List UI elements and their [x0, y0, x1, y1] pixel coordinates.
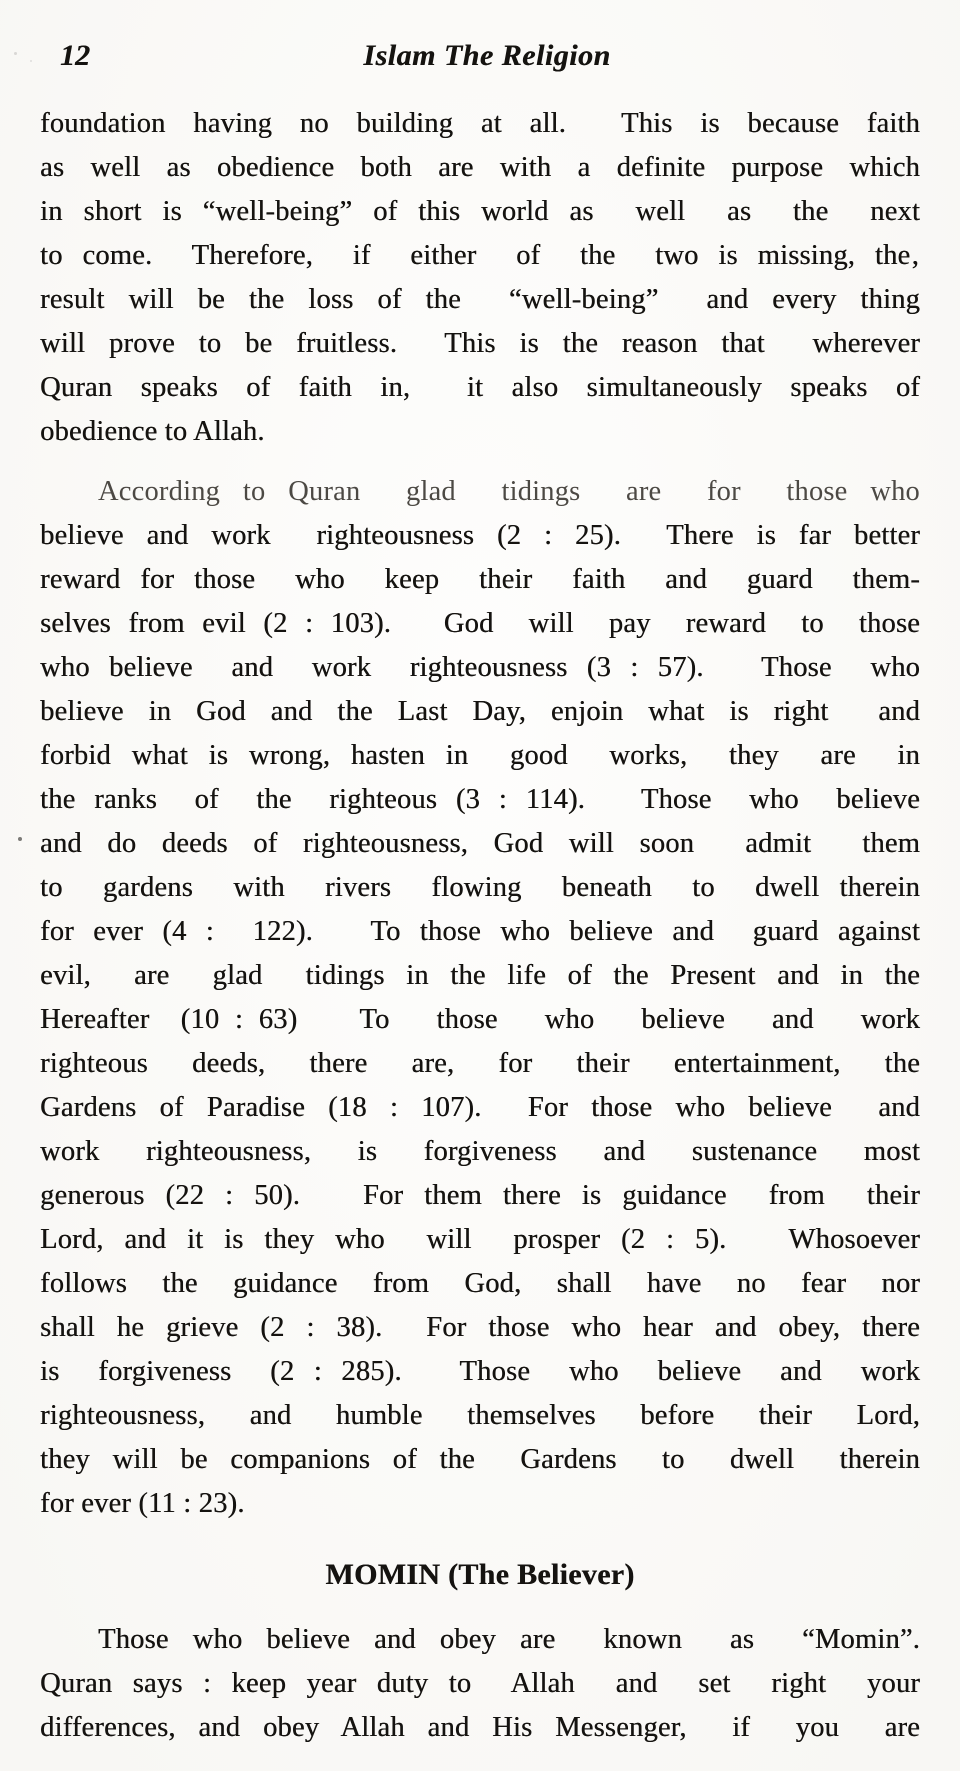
- text-line: According to Quran glad tidings are for those who: [98, 476, 920, 507]
- text-line: reward for those who keep their faith and guard them-: [40, 564, 920, 595]
- text-line: obedience to Allah.: [40, 416, 265, 447]
- text-line: for ever (4 : 122). To those who believe and guard against: [40, 916, 920, 947]
- text-line: Those who believe and obey are known as “Momin”.: [98, 1624, 920, 1655]
- text-line: Hereafter (10 : 63) To those who believe and work: [40, 1004, 920, 1035]
- paragraph: [40, 470, 920, 1526]
- text-line: to gardens with rivers flowing beneath to dwell therein: [40, 872, 920, 903]
- text-line: follows the guidance from God, shall have no fear nor: [40, 1268, 920, 1299]
- text-line: will prove to be fruitless. This is the reason that wherever: [40, 328, 920, 359]
- page-body: [40, 102, 920, 1750]
- scan-speck: [14, 52, 17, 55]
- section-heading: MOMIN (The Believer): [325, 1558, 635, 1591]
- text-line: in short is “well-being” of this world as well as the next: [40, 196, 920, 227]
- text-line: as well as obedience both are with a definite purpose which: [40, 152, 920, 183]
- running-title: Islam The Religion: [363, 39, 611, 72]
- scan-speck: [30, 60, 32, 62]
- paragraph: [40, 102, 920, 454]
- page-number: 12: [60, 39, 90, 72]
- text-line: work righteousness, is forgiveness and sustenance most: [40, 1136, 920, 1167]
- text-line: believe and work righteousness (2 : 25). There is far better: [40, 520, 920, 551]
- text-line: selves from evil (2 : 103). God will pay reward to those: [40, 608, 920, 639]
- text-line: is forgiveness (2 : 285). Those who believe and work: [40, 1356, 920, 1387]
- text-line: righteousness, and humble themselves before their Lord,: [40, 1400, 920, 1431]
- text-line: foundation having no building at all. This is because faith: [40, 108, 920, 139]
- text-line: the ranks of the righteous (3 : 114). Those who believe: [40, 784, 920, 815]
- text-line: Lord, and it is they who will prosper (2 : 5). Whosoever: [40, 1224, 920, 1255]
- text-line: Quran speaks of faith in, it also simultaneously speaks of: [40, 372, 920, 403]
- text-line: generous (22 : 50). For them there is guidance from their: [40, 1180, 920, 1211]
- page-header: [40, 34, 920, 78]
- scan-speck: [18, 837, 22, 841]
- text-line: Gardens of Paradise (18 : 107). For those who believe and: [40, 1092, 920, 1123]
- text-line: believe in God and the Last Day, enjoin what is right and: [40, 696, 920, 727]
- text-line: result will be the loss of the “well-being” and every thing: [40, 284, 920, 315]
- text-line: who believe and work righteousness (3 : 57). Those who: [40, 652, 920, 683]
- text-line: evil, are glad tidings in the life of the Present and in the: [40, 960, 920, 991]
- text-line: to come. Therefore, if either of the two is missing, the‚: [40, 240, 920, 271]
- text-line: righteous deeds, there are, for their entertainment, the: [40, 1048, 920, 1079]
- text-line: they will be companions of the Gardens to dwell therein: [40, 1444, 920, 1475]
- text-line: differences, and obey Allah and His Messenger, if you are: [40, 1712, 920, 1743]
- text-line: for ever (11 : 23).: [40, 1488, 245, 1519]
- text-line: forbid what is wrong, hasten in good works, they are in: [40, 740, 920, 771]
- text-line: shall he grieve (2 : 38). For those who hear and obey, there: [40, 1312, 920, 1343]
- text-line: Quran says : keep year duty to Allah and set right your: [40, 1668, 920, 1699]
- text-line: and do deeds of righteousness, God will soon admit them: [40, 828, 920, 859]
- paragraph: [40, 1618, 920, 1750]
